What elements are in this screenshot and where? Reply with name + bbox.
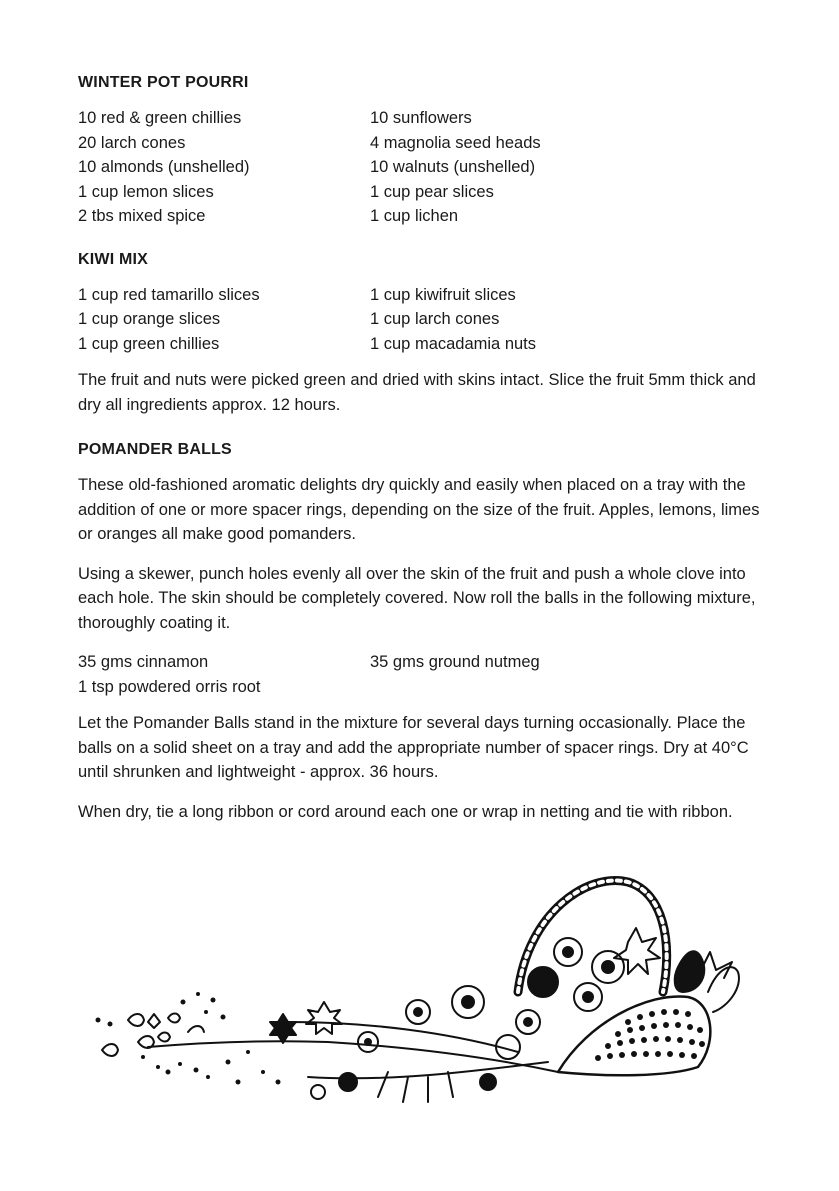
kiwi-ingredients-right	[370, 283, 662, 357]
winter-ingredients	[78, 106, 760, 229]
ingredient: 1 cup lemon slices	[78, 182, 214, 201]
pomander-ingredients-right	[370, 650, 662, 699]
pomander-para-3: Let the Pomander Balls stand in the mixture for several days turning occasionally. Place the balls on a solid sheet on a tray and add the appropriate number of spacer rings. Dry at 40°C until shrunken and lightweight - approx. 36 hours.	[78, 714, 749, 781]
pomander-para-1: These old-fashioned aromatic delights dry quickly and easily when placed on a tray with the addition of one or more spacer rings, depending on the size of the fruit. Apples, lemons, limes or oranges all make good pomanders.	[78, 476, 760, 543]
ingredient: 1 cup lichen	[370, 207, 459, 225]
pomander-balls-heading: POMANDER BALLS	[78, 441, 232, 458]
kiwi-mix-heading: KIWI MIX	[78, 250, 149, 268]
ingredient: 2 tbs mixed spice	[78, 207, 206, 225]
document-body	[78, 72, 760, 839]
ingredient: 1 cup macadamia nuts	[370, 334, 537, 353]
ingredient: 20 larch cones	[78, 133, 186, 152]
pomander-ingredients-left	[78, 650, 370, 699]
ingredient: 1 cup red tamarillo slices	[78, 285, 260, 304]
ingredient: 1 cup orange slices	[78, 310, 221, 328]
scattered-petals	[96, 992, 281, 1085]
kiwi-ingredients	[78, 283, 760, 357]
ingredient: 1 tsp powdered orris root	[78, 677, 261, 696]
ingredient: 35 gms ground nutmeg	[370, 653, 540, 671]
ingredient: 1 cup kiwifruit slices	[370, 285, 516, 304]
winter-ingredients-right	[370, 106, 662, 229]
ingredient: 1 cup larch cones	[370, 310, 500, 328]
winter-pot-pourri-heading: WINTER POT POURRI	[78, 74, 249, 91]
kiwi-note: The fruit and nuts were picked green and dried with skins intact. Slice the fruit 5mm thick and dry all ingredients approx. 12 hours.	[78, 371, 756, 414]
ingredient: 1 cup green chillies	[78, 334, 220, 353]
ingredient: 35 gms cinnamon	[78, 653, 209, 671]
scattered-leaves	[102, 1014, 204, 1057]
pomander-ingredients	[78, 650, 760, 699]
ingredient: 10 sunflowers	[370, 109, 472, 127]
ingredient: 1 cup pear slices	[370, 182, 494, 201]
ingredient: 10 almonds (unshelled)	[78, 158, 250, 176]
flower-basket-illustration	[88, 872, 760, 1112]
kiwi-ingredients-left	[78, 283, 370, 357]
ingredient: 4 magnolia seed heads	[370, 133, 541, 152]
basket-flowers	[452, 928, 739, 1059]
winter-ingredients-left	[78, 106, 370, 229]
ingredient: 10 red & green chillies	[78, 109, 242, 127]
pomander-para-2: Using a skewer, punch holes evenly all over the skin of the fruit and push a whole clove into each hole. The skin should be completely covered. Now roll the balls in the following mixture, thoroughly coating it.	[78, 564, 756, 632]
ingredient: 10 walnuts (unshelled)	[370, 158, 536, 176]
pomander-para-4: When dry, tie a long ribbon or cord around each one or wrap in netting and tie with ribbon.	[78, 802, 733, 821]
